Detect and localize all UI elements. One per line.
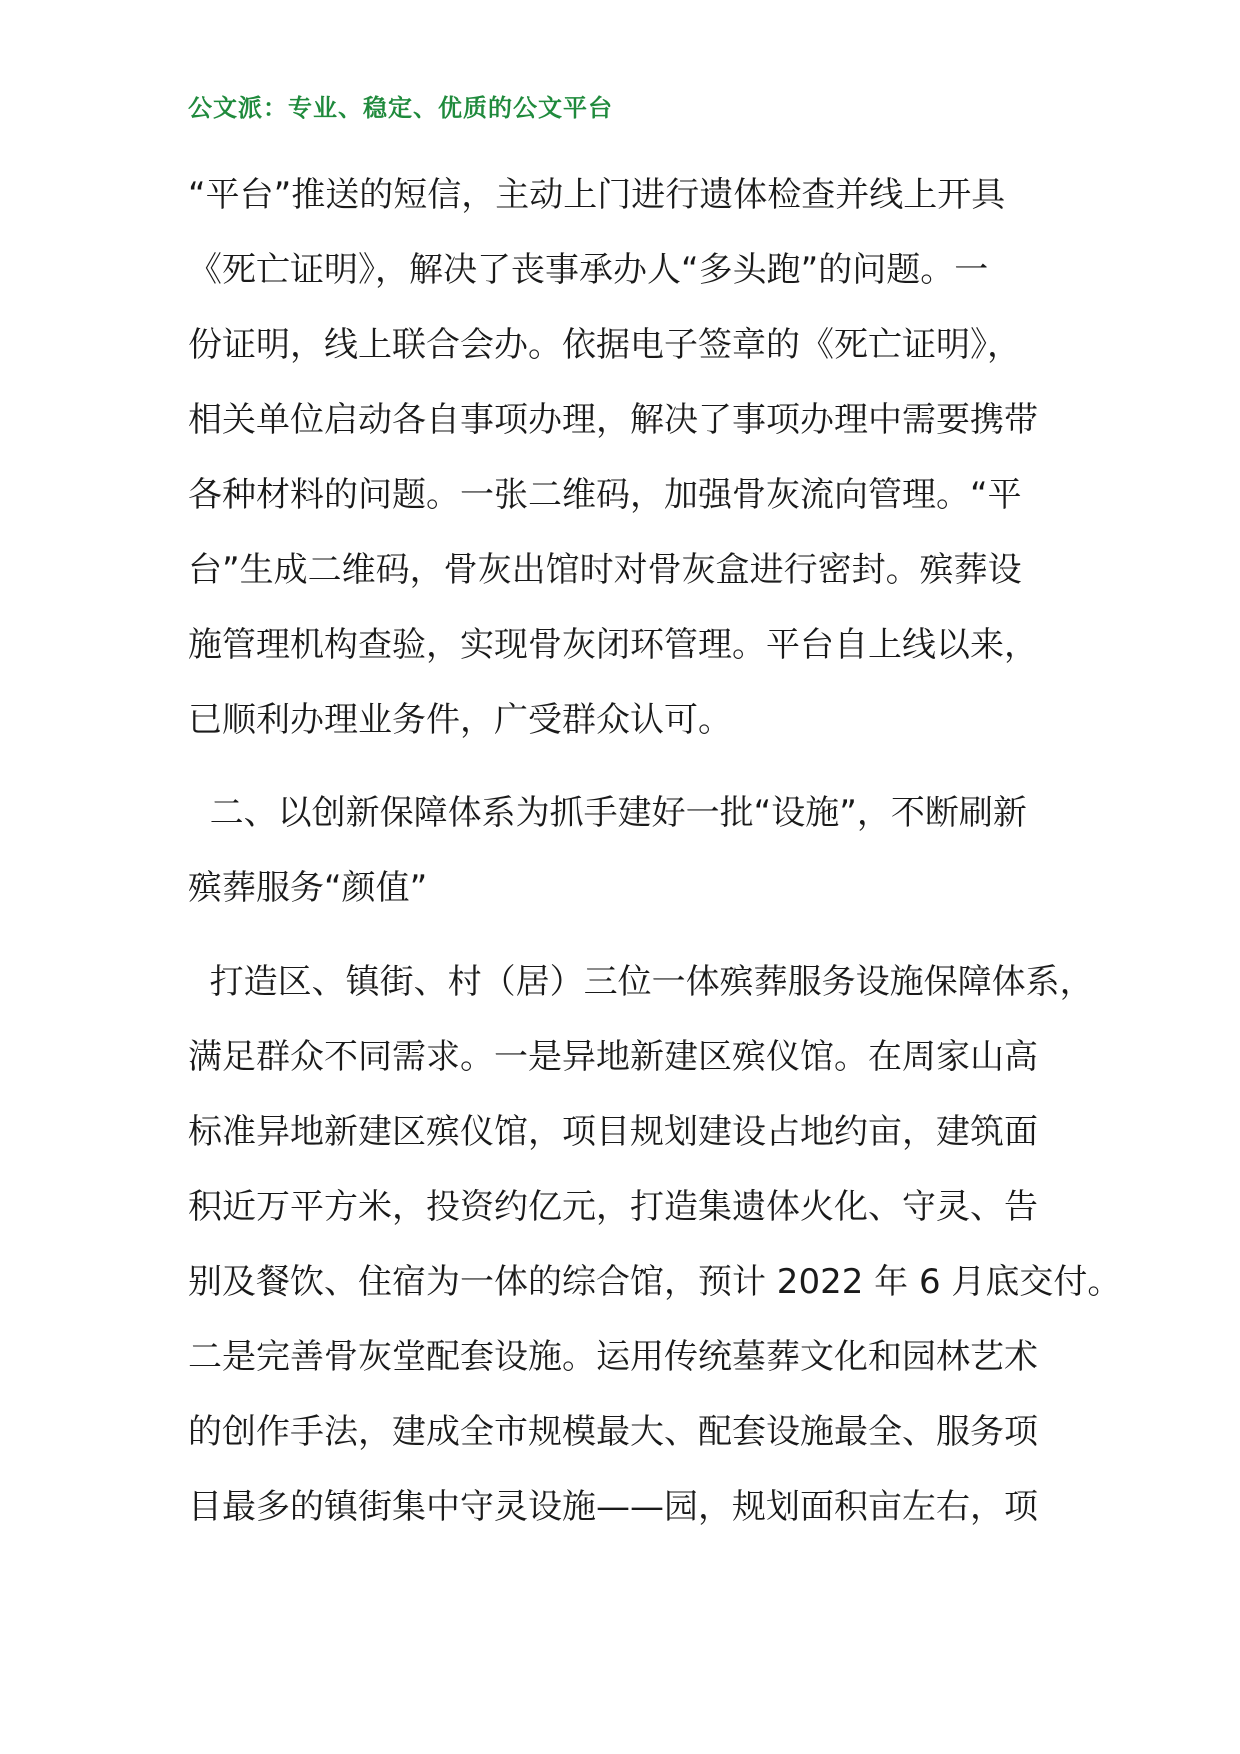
text-line: 标准异地新建区殡仪馆，项目规划建设占地约亩，建筑面 [188, 1112, 1038, 1152]
text-line: 台”生成二维码，骨灰出馆时对骨灰盒进行密封。殡葬设 [188, 550, 1022, 590]
text-line: 打造区、镇街、村（居）三位一体殡葬服务设施保障体系， [188, 962, 1094, 1002]
text-line: 积近万平方米，投资约亿元，打造集遗体火化、守灵、告 [188, 1187, 1038, 1227]
text-line: “平台”推送的短信，主动上门进行遗体检查并线上开具 [188, 175, 1006, 215]
text-line: 目最多的镇街集中守灵设施——园，规划面积亩左右，项 [188, 1487, 1038, 1527]
text-line: 已顺利办理业务件，广受群众认可。 [188, 700, 732, 740]
site-header: 公文派：专业、稳定、优质的公文平台 [188, 94, 613, 122]
text-line: 的创作手法，建成全市规模最大、配套设施最全、服务项 [188, 1412, 1038, 1452]
text-line: 满足群众不同需求。一是异地新建区殡仪馆。在周家山高 [188, 1037, 1038, 1077]
text-line: 相关单位启动各自事项办理，解决了事项办理中需要携带 [188, 400, 1038, 440]
paragraph-1 [188, 158, 1088, 758]
text-line: 二、以创新保障体系为抓手建好一批“设施”，不断刷新 [188, 793, 1027, 833]
text-line: 二是完善骨灰堂配套设施。运用传统墓葬文化和园林艺术 [188, 1337, 1038, 1377]
text-line: 施管理机构查验，实现骨灰闭环管理。平台自上线以来， [188, 625, 1038, 665]
text-line: 份证明，线上联合会办。依据电子签章的《死亡证明》， [188, 325, 1021, 365]
paragraph-3 [188, 945, 1122, 1545]
text-line: 各种材料的问题。一张二维码，加强骨灰流向管理。“平 [188, 475, 1022, 515]
text-line: 《死亡证明》，解决了丧事承办人“多头跑”的问题。一 [188, 250, 989, 290]
text-line: 殡葬服务“颜值” [188, 868, 428, 908]
text-line: 别及餐饮、住宿为一体的综合馆，预计 2022 年 6 月底交付。 [188, 1262, 1122, 1302]
section-heading [188, 776, 1088, 926]
